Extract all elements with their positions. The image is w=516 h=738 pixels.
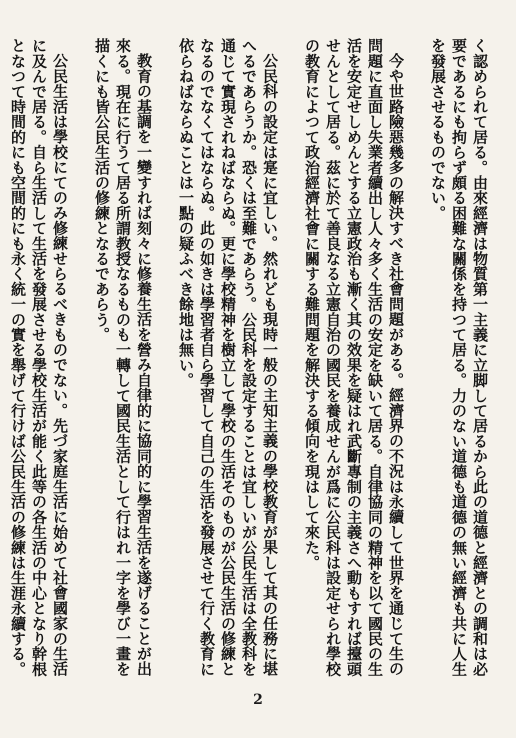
vertical-text-body [9,38,490,678]
paragraph-civic-life: 公民生活は學校にてのみ修練せらるべきものでない。先づ家庭生活に始めて社會國家の生活に及んで居る。自ら生活して生活を發展させる學校生活が能く此等の各生活の中心となり幹根となつて時間的にも空間的にも永く統一の實を舉げて行けば公民生活の修練は生涯永續する。 [9,38,69,677]
page-number: 2 [253,692,263,708]
paragraph-education-basis: 教育の基調を一變すれば刻々に修養生活を營み自律的に協同的に學習生活を遂げることが出來る。現在に行うて居る所謂教授なるものも一轉して國民生活として行はれ一字を學び一畫を描くにも皆公民生活の修練となるであらう。 [93,38,153,677]
paragraph-civics-course: 公民科の設定は寔に宜しい。然れども現時一般の主知主義の學校教育が果して其の任務に堪へるであらうか。恐くは至難であらう。公民科を設定することは宜しいが公民生活は全教科を通じて實現されねばならぬ。更に學校精神を樹立して學校の生活そのものが公民生活の修練となるのでなくてはならぬ。此の如きは學習者自ら學習して自己の生活を發展させて行く教育に依らねばならぬことは一點の疑ふべき餘地は無い。 [177,38,279,677]
paragraph-social-problems: 今や世路險惡幾多の解決すべき社會問題がある。經濟界の不況は永續して世界を通じて生の問題に直面し失業者續出し人々多く生活の安定を缺いて居る。自律協同の精神を以て國民の生活を安定せしめんとする立憲政治も漸く其の效果を疑はれ武斷專制の主義さへ動もすれば擡頭せんとして居る。茲に於て善良なる立憲自治の國民を養成せんが爲に公民科は設定せられ學校の教育によつて政治經濟社會に關する難問題を解決する傾向を現はして來た。 [303,38,405,677]
paragraph-continuation: く認められて居る。由來經濟は物質第一主義に立脚して居るから此の道德と經濟との調和は必要であるにも拘らず頗る困難な關係を持つて居る。力のない道德も道德の無い經濟も共に人生を發展させるものでない。 [429,38,489,677]
